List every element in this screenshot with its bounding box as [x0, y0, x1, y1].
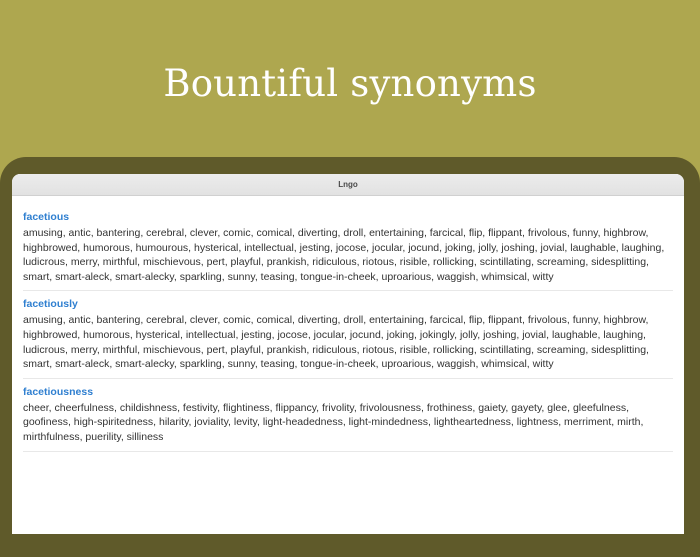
list-item[interactable]: [23, 210, 673, 291]
entry-synonyms: amusing, antic, bantering, cerebral, clever, comic, comical, diverting, droll, entertaining, farcical, flip, flippant, frivolous, funny, highbrow, highbrowed, humorous, humourous, hysterical, intellectual, jesting, jocose, jocular, jocund, joking, jolly, joshing, jovial, laughable, laughing, ludicrous, merry, mirthful, mischievous, pert, playful, prankish, ridiculous, riotous, risible, rollicking, scintillating, screaming, sidesplitting, smart, smart-aleck, smart-alecky, sparkling, sunny, teasing, tongue-in-cheek, uproarious, waggish, whimsical, witty: [23, 227, 665, 283]
entry-term[interactable]: facetiousness: [23, 385, 94, 398]
synonym-list: [12, 196, 684, 452]
list-item[interactable]: [23, 297, 673, 378]
entry-synonyms: cheer, cheerfulness, childishness, festivity, flightiness, flippancy, frivolity, frivolousness, frothiness, gaiety, gayety, glee, gleefulness, goofiness, high-spiritedness, hilarity, joviality, levity, light-headedness, light-mindedness, lightheartedness, lightness, merriment, mirth, mirthfulness, puerility, silliness: [23, 401, 644, 443]
window-title: Lngo: [12, 174, 684, 196]
list-item[interactable]: [23, 385, 673, 452]
entry-synonyms: amusing, antic, bantering, cerebral, clever, comic, comical, diverting, droll, entertaining, farcical, flip, flippant, frivolous, funny, highbrow, highbrowed, humorous, hysterical, intellectual, jesting, jocose, jocular, jocund, joking, jokingly, jolly, joshing, jovial, laughable, laughing, ludicrous, merry, mirthful, mischievous, pert, playful, prankish, ridiculous, riotous, risible, rollicking, scintillating, screaming, sidesplitting, smart, smart-aleck, smart-alecky, sparkling, sunny, teasing, tongue-in-cheek, uproarious, waggish, whimsical, witty: [23, 314, 649, 371]
entry-term[interactable]: facetiously: [23, 298, 78, 311]
entry-term[interactable]: facetious: [23, 211, 70, 223]
app-window: [12, 174, 684, 534]
promo-headline: Bountiful synonyms: [163, 62, 537, 105]
